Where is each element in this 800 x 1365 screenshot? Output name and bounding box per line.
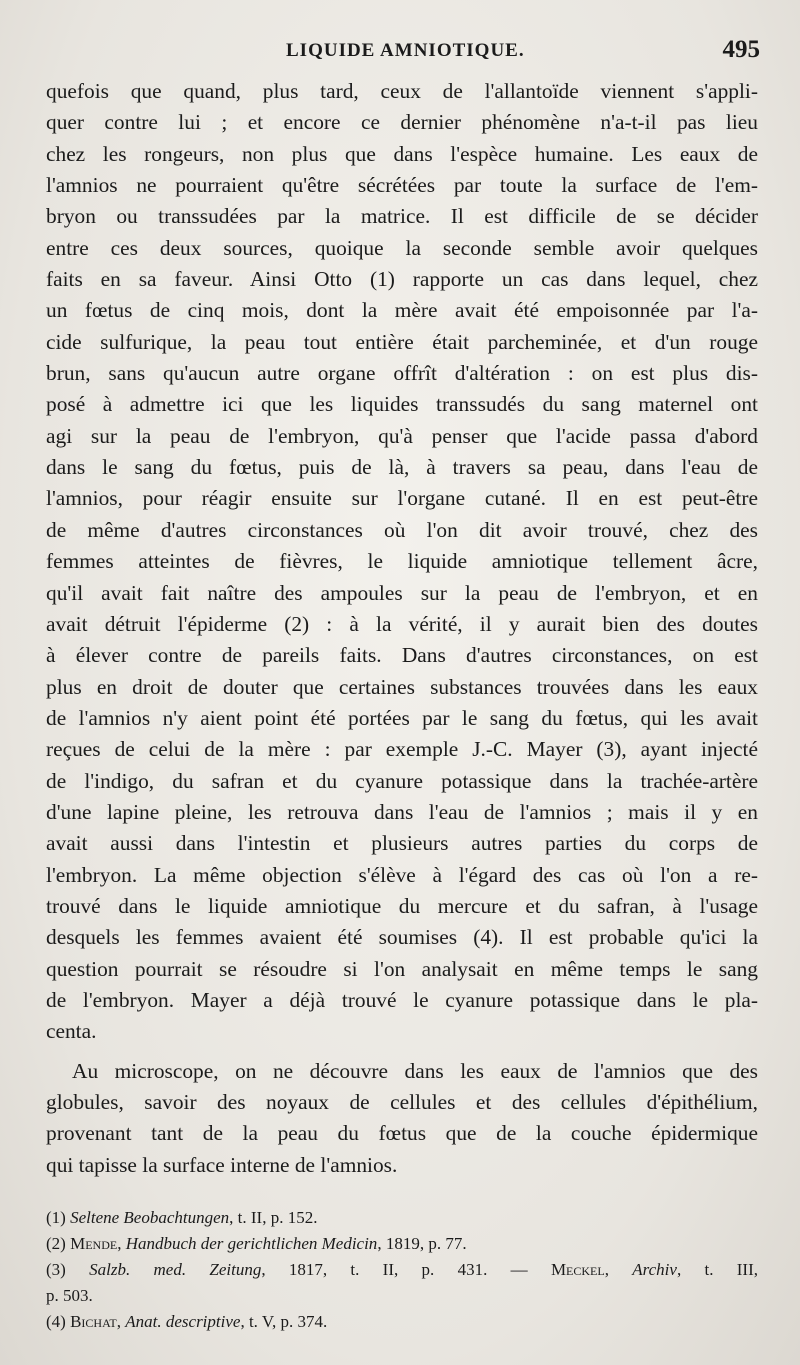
- footnote-1: [46, 1205, 758, 1231]
- text-line: Au microscope, on ne découvre dans les eaux de l'amnios que des: [72, 1058, 758, 1083]
- paragraph-2: [46, 1056, 758, 1181]
- footnote-3-continued: p. 503.: [46, 1286, 93, 1305]
- footnote-ref: , t. V, p. 374.: [240, 1312, 328, 1331]
- text-line: posé à admettre ici que les liquides transsudés du sang maternel ont: [46, 392, 758, 417]
- text-line: bryon ou transsudées par la matrice. Il est difficile de se décider: [46, 204, 758, 229]
- paragraph-gap: [46, 1048, 758, 1056]
- footnote-title: Seltene Beobachtungen: [70, 1208, 230, 1227]
- footnotes: [46, 1205, 758, 1335]
- footnote-title: Anat. descriptive: [125, 1312, 241, 1331]
- text-line: brun, sans qu'aucun autre organe offrît d'altération : on est plus dis-: [46, 361, 758, 386]
- text-line: femmes atteintes de fièvres, le liquide amniotique tellement âcre,: [46, 549, 758, 574]
- footnote-mark: (4): [46, 1312, 66, 1331]
- text-line: provenant tant de la peau du fœtus que de la couche épidermique: [46, 1121, 758, 1146]
- footnote-title: Salzb. med. Zeitung: [89, 1260, 262, 1279]
- footnote-separator: ,: [116, 1312, 126, 1331]
- text-line: qui tapisse la surface interne de l'amnios.: [46, 1152, 398, 1177]
- text-line: centa.: [46, 1019, 97, 1044]
- footnote-author: Mende: [70, 1234, 118, 1253]
- footnote-mark: (2): [46, 1234, 66, 1253]
- text-line: desquels les femmes avaient été soumises (4). Il est probable qu'ici la: [46, 925, 758, 950]
- running-title: LIQUIDE AMNIOTIQUE.: [286, 40, 525, 61]
- footnote-mark: (1): [46, 1208, 66, 1227]
- text-line: de même d'autres circonstances où l'on dit avoir trouvé, chez des: [46, 517, 758, 542]
- text-line: question pourrait se résoudre si l'on analysait en même temps le sang: [46, 956, 758, 981]
- text-line: un fœtus de cinq mois, dont la mère avait été empoisonnée par l'a-: [46, 298, 758, 323]
- text-line: agi sur la peau de l'embryon, qu'à penser que l'acide passa d'abord: [46, 423, 758, 448]
- text-line: de l'embryon. Mayer a déjà trouvé le cyanure potassique dans le pla-: [46, 987, 758, 1012]
- footnote-title: Handbuch der gerichtlichen Medicin: [125, 1234, 378, 1253]
- page-number: 495: [722, 36, 760, 63]
- text-line: de l'amnios n'y aient point été portées par le sang du fœtus, qui les avait: [46, 705, 758, 730]
- text-line: dans le sang du fœtus, puis de là, à travers sa peau, dans l'eau de: [46, 455, 758, 480]
- text-line: avait détruit l'épiderme (2) : à la vérité, il y aurait bien des doutes: [46, 611, 758, 636]
- footnote-ref: , t. III,: [676, 1260, 758, 1279]
- text-line: plus en droit de douter que certaines substances trouvées dans les eaux: [46, 674, 758, 699]
- paragraph-1: [46, 76, 758, 1048]
- footnote-author: Bichat: [70, 1312, 117, 1331]
- text-line: chez les rongeurs, non plus que dans l'espèce humaine. Les eaux de: [46, 141, 758, 166]
- text-line: l'amnios, pour réagir ensuite sur l'organe cutané. Il en est peut-être: [46, 486, 758, 511]
- footnote-ref: , t. II, p. 152.: [229, 1208, 318, 1227]
- text-line: de l'indigo, du safran et du cyanure potassique dans la trachée-artère: [46, 768, 758, 793]
- body-text: [46, 76, 758, 1181]
- footnote-4: [46, 1309, 758, 1335]
- text-line: avait aussi dans l'intestin et plusieurs autres parties du corps de: [46, 831, 758, 856]
- footnote-2: [46, 1231, 758, 1257]
- text-line: l'embryon. La même objection s'élève à l'égard des cas où l'on a re-: [46, 862, 758, 887]
- footnote-mark: (3): [46, 1260, 66, 1279]
- text-line: cide sulfurique, la peau tout entière était parcheminée, et d'un rouge: [46, 329, 758, 354]
- text-line: à élever contre de pareils faits. Dans d'autres circonstances, on est: [46, 643, 758, 668]
- footnote-author: Meckel: [550, 1260, 605, 1279]
- text-line: quefois que quand, plus tard, ceux de l'allantoïde viennent s'appli-: [46, 79, 758, 103]
- text-line: trouvé dans le liquide amniotique du mercure et du safran, à l'usage: [46, 893, 758, 918]
- footnote-ref: , 1819, p. 77.: [377, 1234, 467, 1253]
- footnote-separator: ,: [604, 1260, 633, 1279]
- text-line: d'une lapine pleine, les retrouva dans l'eau de l'amnios ; mais il y en: [46, 799, 758, 824]
- text-line: l'amnios ne pourraient qu'être sécrétées par toute la surface de l'em-: [46, 173, 758, 198]
- text-line: entre ces deux sources, quoique la seconde semble avoir quelques: [46, 235, 758, 260]
- text-line: globules, savoir des noyaux de cellules et des cellules d'épithélium,: [46, 1090, 758, 1114]
- footnote-title: Archiv: [632, 1260, 677, 1279]
- footnote-3: [46, 1257, 758, 1283]
- text-line: quer contre lui ; et encore ce dernier phénomène n'a-t-il pas lieu: [46, 110, 758, 135]
- text-line: qu'il avait fait naître des ampoules sur la peau de l'embryon, et en: [46, 580, 758, 605]
- text-line: reçues de celui de la mère : par exemple J.-C. Mayer (3), ayant injecté: [46, 737, 758, 762]
- footnote-ref: , 1817, t. II, p. 431. —: [261, 1260, 551, 1279]
- footnote-separator: ,: [117, 1234, 126, 1253]
- page-header: [46, 36, 760, 68]
- text-line: faits en sa faveur. Ainsi Otto (1) rapporte un cas dans lequel, chez: [46, 267, 758, 292]
